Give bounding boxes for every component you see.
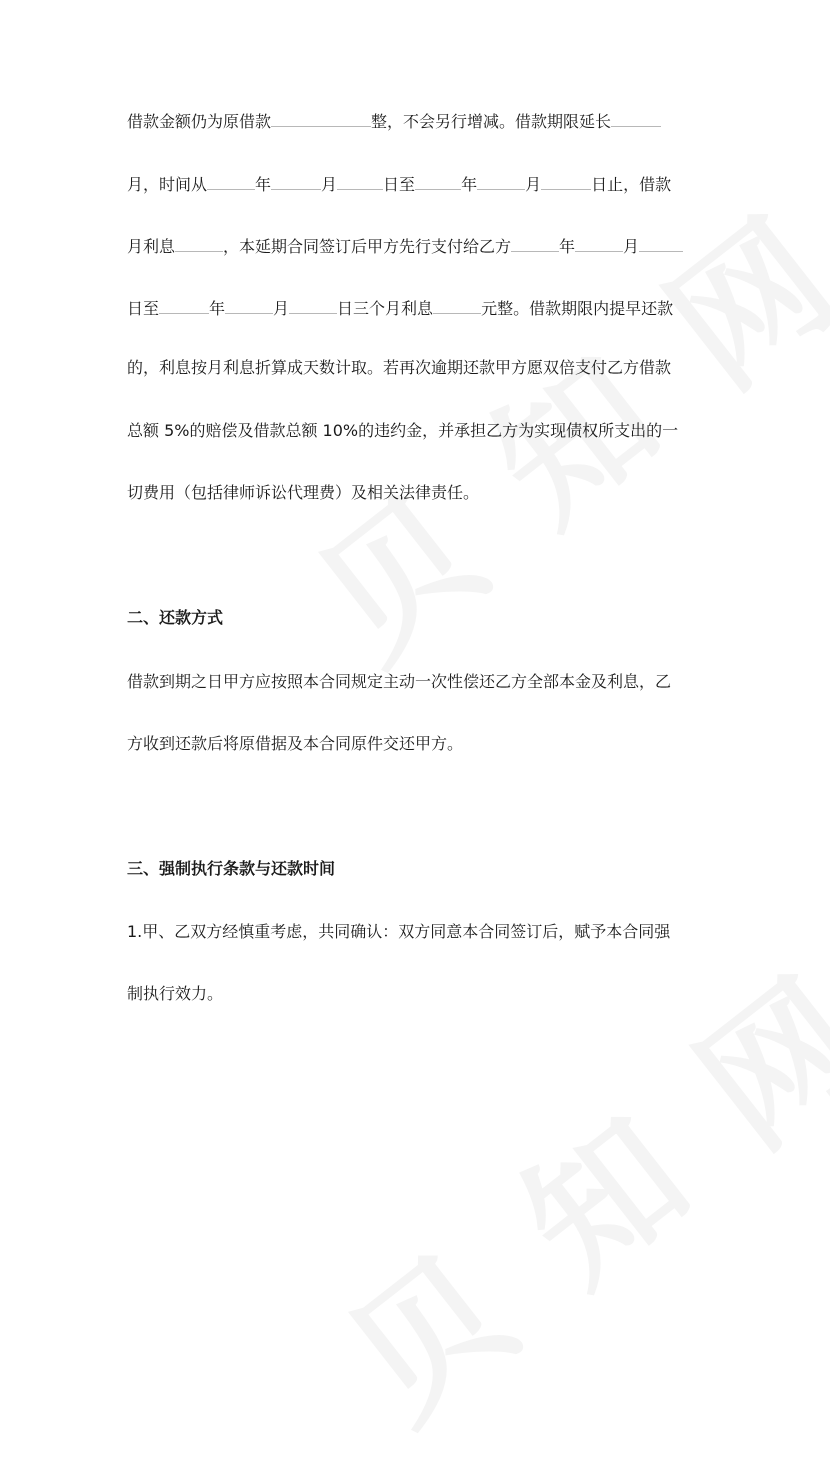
text-segment: 整，不会另行增减。借款期限延长 bbox=[371, 112, 612, 131]
watermark bbox=[298, 917, 830, 1459]
fill-in-blank[interactable] bbox=[159, 295, 209, 314]
fill-in-blank[interactable] bbox=[271, 108, 371, 127]
paragraph-line: 1.甲、乙双方经慎重考虑，共同确认：双方同意本合同签订后，赋予本合同强 bbox=[127, 922, 671, 941]
fill-in-blank[interactable] bbox=[541, 171, 591, 190]
fill-in-blank[interactable] bbox=[271, 171, 321, 190]
paragraph-line: 切费用（包括律师诉讼代理费）及相关法律责任。 bbox=[127, 483, 480, 502]
paragraph-line: 制执行效力。 bbox=[127, 984, 224, 1003]
text-segment: 月利息 bbox=[127, 237, 176, 256]
paragraph-line bbox=[127, 171, 671, 196]
paragraph-line bbox=[127, 233, 683, 258]
text-segment: 月 bbox=[321, 175, 338, 194]
text-segment: 年 bbox=[209, 299, 226, 318]
paragraph-line: 总额 5%的赔偿及借款总额 10%的违约金，并承担乙方为实现债权所支出的一 bbox=[127, 421, 679, 440]
paragraph-line bbox=[127, 108, 661, 133]
text-segment: 月 bbox=[623, 237, 640, 256]
text-segment: 日至 bbox=[127, 299, 160, 318]
fill-in-blank[interactable] bbox=[225, 295, 273, 314]
fill-in-blank[interactable] bbox=[337, 171, 383, 190]
text-segment: 元整。借款期限内提早还款 bbox=[481, 299, 674, 318]
fill-in-blank[interactable] bbox=[207, 171, 255, 190]
fill-in-blank[interactable] bbox=[415, 171, 461, 190]
fill-in-blank[interactable] bbox=[575, 233, 623, 252]
text-segment: 年 bbox=[255, 175, 272, 194]
text-segment: 年 bbox=[559, 237, 576, 256]
fill-in-blank[interactable] bbox=[433, 295, 481, 314]
paragraph-line: 的，利息按月利息折算成天数计取。若再次逾期还款甲方愿双倍支付乙方借款 bbox=[127, 358, 672, 377]
paragraph-line: 方收到还款后将原借据及本合同原件交还甲方。 bbox=[127, 734, 464, 753]
paragraph-line bbox=[127, 295, 673, 320]
text-segment: 借款金额仍为原借款 bbox=[127, 112, 272, 131]
fill-in-blank[interactable] bbox=[611, 108, 661, 127]
fill-in-blank[interactable] bbox=[175, 233, 223, 252]
text-segment: 日三个月利息 bbox=[337, 299, 434, 318]
text-segment: 日至 bbox=[383, 175, 416, 194]
text-segment: 月 bbox=[273, 299, 290, 318]
fill-in-blank[interactable] bbox=[511, 233, 559, 252]
paragraph-line: 借款到期之日甲方应按照本合同规定主动一次性偿还乙方全部本金及利息，乙 bbox=[127, 672, 672, 691]
section-heading: 二、还款方式 bbox=[127, 608, 224, 627]
text-segment: 月，时间从 bbox=[127, 175, 208, 194]
section-heading: 三、强制执行条款与还款时间 bbox=[127, 859, 336, 878]
fill-in-blank[interactable] bbox=[477, 171, 525, 190]
text-segment: 年 bbox=[461, 175, 478, 194]
fill-in-blank[interactable] bbox=[639, 233, 683, 252]
text-segment: 月 bbox=[525, 175, 542, 194]
fill-in-blank[interactable] bbox=[289, 295, 337, 314]
text-segment: 日止，借款 bbox=[591, 175, 672, 194]
text-segment: ，本延期合同签订后甲方先行支付给乙方 bbox=[223, 237, 512, 256]
